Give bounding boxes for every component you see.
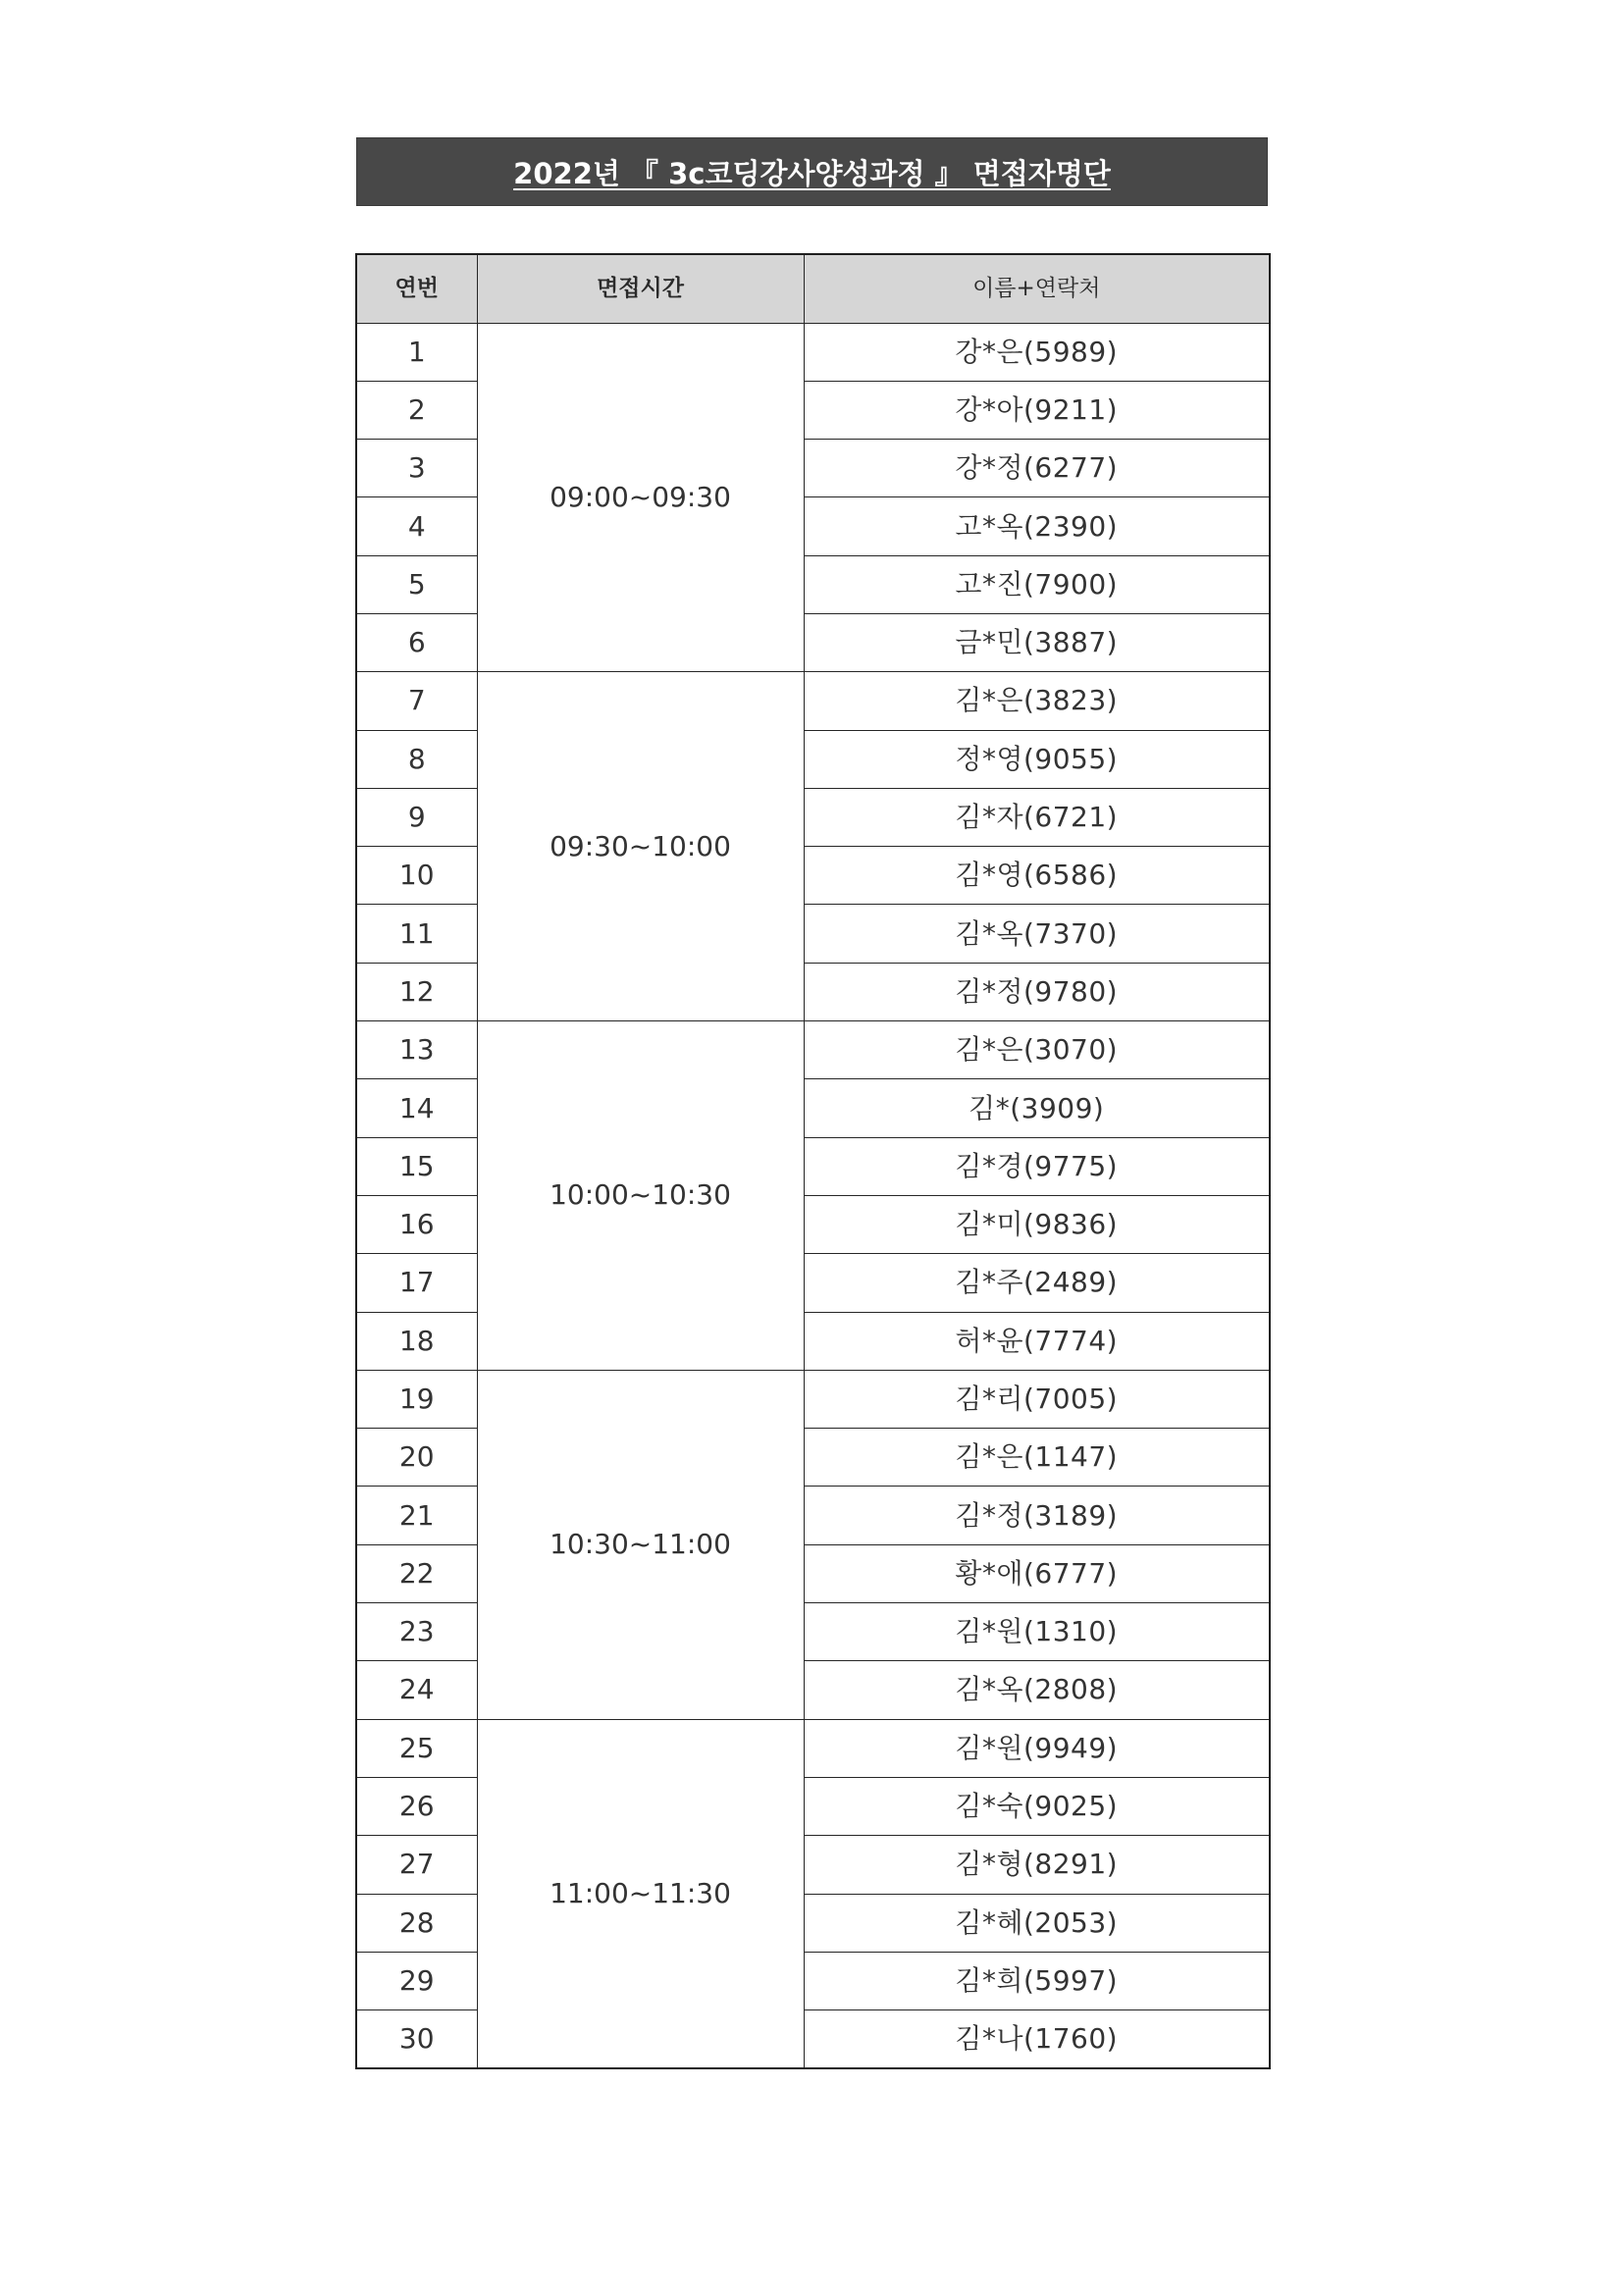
name-contact: 강*정(6277) <box>804 440 1270 497</box>
table-row <box>356 1719 1270 1777</box>
name-contact: 김*(3909) <box>804 1079 1270 1137</box>
name-contact: 고*옥(2390) <box>804 497 1270 555</box>
table-header-row <box>356 254 1270 323</box>
name-contact: 김*은(3070) <box>804 1021 1270 1079</box>
row-number: 4 <box>356 497 477 555</box>
name-contact: 김*숙(9025) <box>804 1777 1270 1835</box>
name-contact: 김*옥(2808) <box>804 1661 1270 1719</box>
row-number: 23 <box>356 1603 477 1661</box>
table-row <box>356 1021 1270 1079</box>
row-number: 10 <box>356 847 477 905</box>
name-contact: 김*나(1760) <box>804 2010 1270 2068</box>
name-contact: 김*원(9949) <box>804 1719 1270 1777</box>
name-contact: 김*주(2489) <box>804 1254 1270 1312</box>
row-number: 12 <box>356 963 477 1020</box>
row-number: 9 <box>356 788 477 846</box>
row-number: 14 <box>356 1079 477 1137</box>
interview-time-slot: 11:00~11:30 <box>477 1719 804 2068</box>
interview-time-slot: 09:00~09:30 <box>477 323 804 672</box>
row-number: 17 <box>356 1254 477 1312</box>
name-contact: 황*애(6777) <box>804 1544 1270 1602</box>
name-contact: 강*아(9211) <box>804 381 1270 439</box>
interview-time-slot: 09:30~10:00 <box>477 672 804 1021</box>
name-contact: 고*진(7900) <box>804 555 1270 613</box>
name-contact: 김*형(8291) <box>804 1836 1270 1894</box>
row-number: 28 <box>356 1894 477 1952</box>
name-contact: 김*영(6586) <box>804 847 1270 905</box>
row-number: 16 <box>356 1195 477 1253</box>
row-number: 27 <box>356 1836 477 1894</box>
name-contact: 김*정(3189) <box>804 1487 1270 1544</box>
name-contact: 김*은(3823) <box>804 672 1270 730</box>
page-title: 2022년 『 3c코딩강사양성과정 』 면접자명단 <box>513 156 1111 190</box>
row-number: 8 <box>356 730 477 788</box>
name-contact: 정*영(9055) <box>804 730 1270 788</box>
row-number: 3 <box>356 440 477 497</box>
row-number: 22 <box>356 1544 477 1602</box>
row-number: 19 <box>356 1370 477 1428</box>
row-number: 1 <box>356 323 477 381</box>
row-number: 25 <box>356 1719 477 1777</box>
name-contact: 김*정(9780) <box>804 963 1270 1020</box>
name-contact: 김*희(5997) <box>804 1952 1270 2009</box>
interview-time-slot: 10:30~11:00 <box>477 1370 804 1719</box>
row-number: 13 <box>356 1021 477 1079</box>
name-contact: 금*민(3887) <box>804 613 1270 671</box>
table-row <box>356 672 1270 730</box>
name-contact: 김*미(9836) <box>804 1195 1270 1253</box>
name-contact: 김*옥(7370) <box>804 905 1270 963</box>
table-body <box>356 323 1270 2068</box>
row-number: 20 <box>356 1429 477 1487</box>
name-contact: 김*경(9775) <box>804 1137 1270 1195</box>
name-contact: 김*혜(2053) <box>804 1894 1270 1952</box>
name-contact: 김*리(7005) <box>804 1370 1270 1428</box>
row-number: 24 <box>356 1661 477 1719</box>
row-number: 18 <box>356 1312 477 1370</box>
row-number: 26 <box>356 1777 477 1835</box>
row-number: 29 <box>356 1952 477 2009</box>
name-contact: 강*은(5989) <box>804 323 1270 381</box>
row-number: 30 <box>356 2010 477 2068</box>
row-number: 5 <box>356 555 477 613</box>
row-number: 15 <box>356 1137 477 1195</box>
row-number: 6 <box>356 613 477 671</box>
table-row <box>356 323 1270 381</box>
interview-time-slot: 10:00~10:30 <box>477 1021 804 1371</box>
name-contact: 허*윤(7774) <box>804 1312 1270 1370</box>
header-interview-time: 면접시간 <box>477 254 804 323</box>
name-contact: 김*자(6721) <box>804 788 1270 846</box>
row-number: 21 <box>356 1487 477 1544</box>
table-row <box>356 1370 1270 1428</box>
header-name-contact: 이름+연락처 <box>804 254 1270 323</box>
row-number: 11 <box>356 905 477 963</box>
row-number: 7 <box>356 672 477 730</box>
interviewee-table <box>355 253 1271 2069</box>
name-contact: 김*원(1310) <box>804 1603 1270 1661</box>
title-bar <box>356 137 1268 206</box>
header-number: 연번 <box>356 254 477 323</box>
name-contact: 김*은(1147) <box>804 1429 1270 1487</box>
row-number: 2 <box>356 381 477 439</box>
